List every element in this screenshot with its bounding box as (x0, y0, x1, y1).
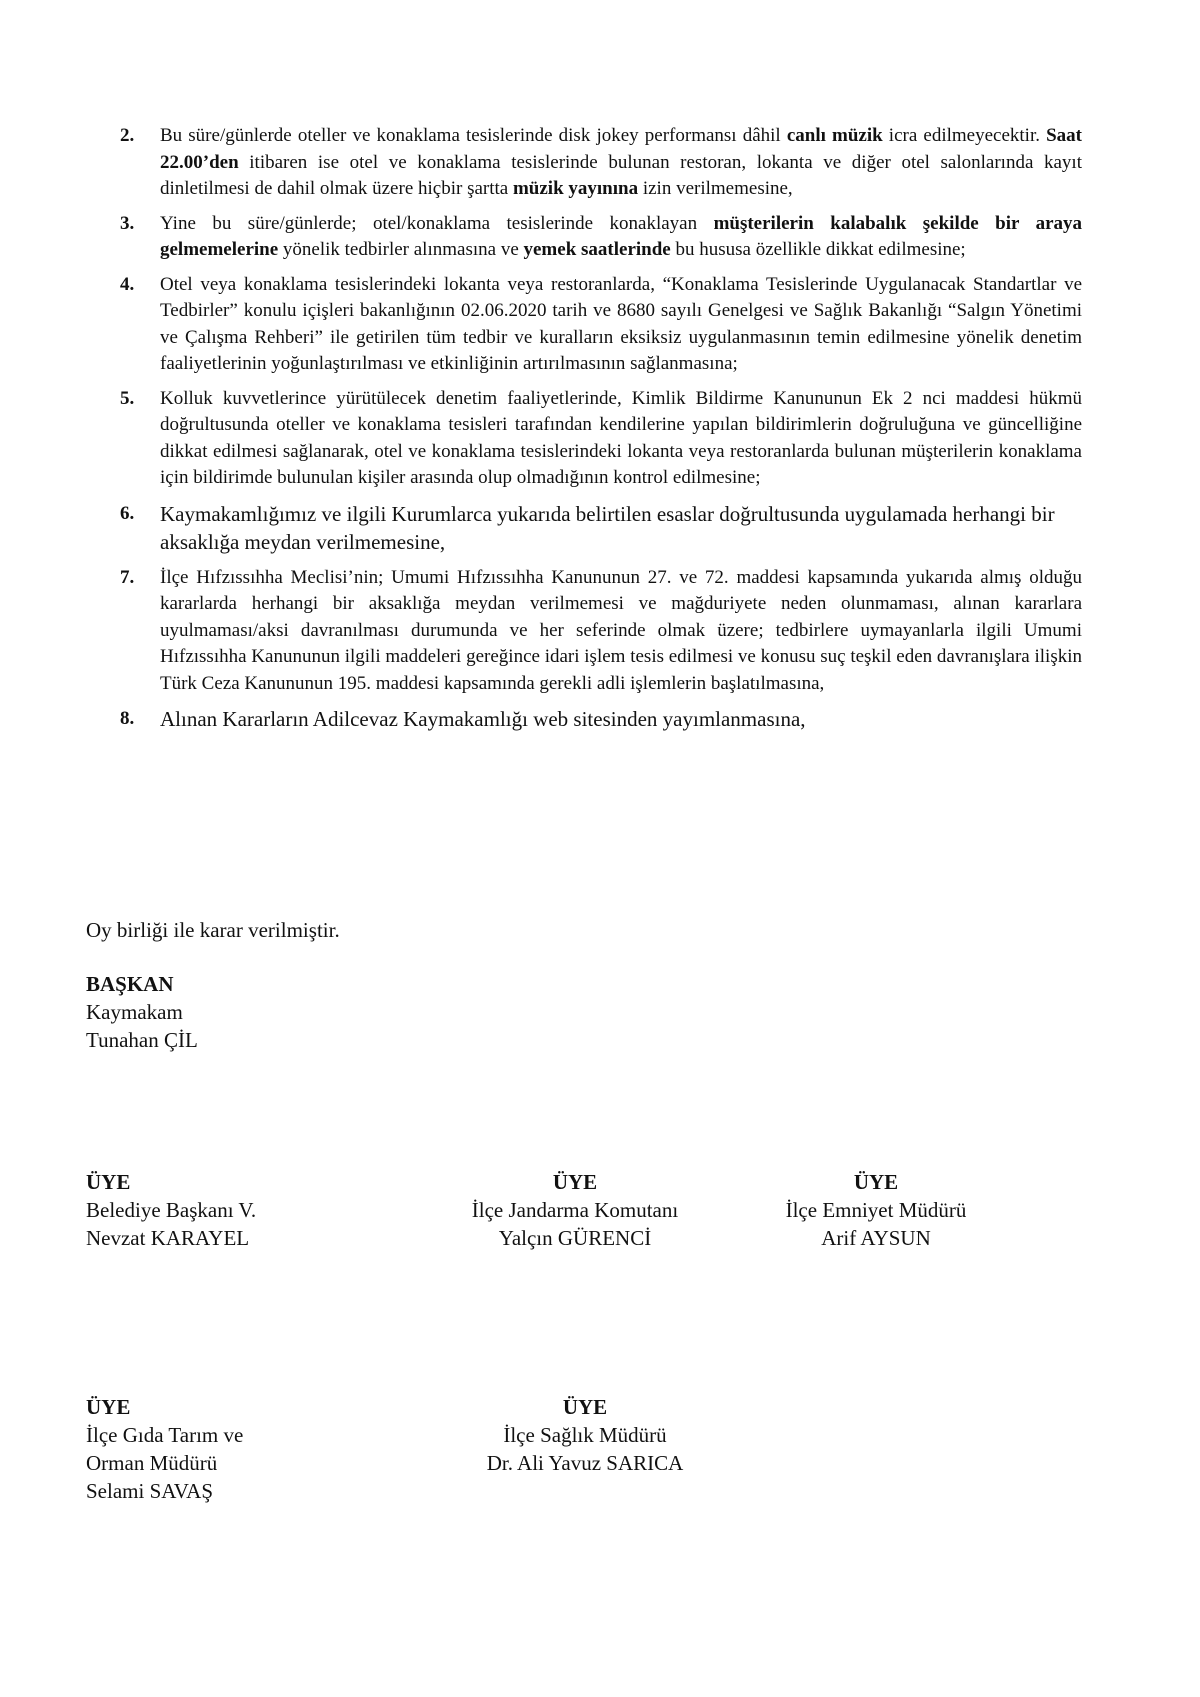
member-signature-1 (86, 1168, 256, 1252)
text-segment: icra edilmeyecektir. (882, 125, 1047, 146)
item-number: 3. (120, 212, 135, 234)
text-segment: yönelik tedbirler alınmasına ve (278, 239, 524, 260)
member-title: ÜYE (552, 1170, 598, 1194)
item-number: 5. (120, 387, 135, 409)
chair-role: Kaymakam (86, 1000, 183, 1024)
decision-item (120, 565, 1082, 698)
decision-list (120, 123, 1082, 742)
member-position: İlçe Emniyet Müdürü (785, 1198, 967, 1222)
text-segment: itibaren ise otel ve konaklama tesislerinde bulunan restoran, lokanta ve diğer otel salonlarında kayıt dinletilmesi de dahil olmak üzere hiçbir şartta (160, 151, 1082, 199)
member-position: Orman Müdürü (86, 1451, 218, 1475)
member-position: Belediye Başkanı V. (86, 1198, 257, 1222)
item-number: 2. (120, 125, 135, 146)
member-position: İlçe Jandarma Komutanı (471, 1198, 679, 1222)
closing-statement: Oy birliği ile karar verilmiştir. (86, 918, 340, 942)
member-name: Nevzat KARAYEL (86, 1226, 250, 1250)
emphasis-text: canlı müzik (786, 125, 883, 146)
text-segment: Kaymakamlığımız ve ilgili Kurumlarca yukarıda belirtilen esaslar doğrultusunda uygulamada herhangi bir aksaklığa meydan verilmemesine, (160, 501, 1055, 554)
emphasis-text: Saat 22.00’den (160, 125, 1083, 173)
item-text (160, 213, 1082, 261)
chair-signature-block (86, 970, 198, 1054)
item-number: 4. (120, 273, 135, 295)
item-number: 8. (120, 708, 135, 729)
decision-item (120, 272, 1082, 378)
text-segment: İlçe Hıfzıssıhha Meclisi’nin; Umumi Hıfzıssıhha Kanununun 27. ve 72. maddesi kapsamında yukarıda almış olduğu kararlarda herhangi bir aksaklığa meydan verilmemesi ve mağduriyete neden olunmaması, alınan kararlara uyulmaması/aksi davranılması durumunda ve her seferinde olmak üzere; tedbirlere uymayanlarla ilgili Umumi Hıfzıssıhha Kanununun ilgili maddeleri gereğince idari işlem tesis edilmesi ve konusu suç teşkil eden davranışlara ilişkin Türk Ceza Kanununun 195. maddesi kapsamında gerekli adli işlemlerin başlatılmasına, (160, 566, 1082, 694)
text-segment: izin verilmemesine, (638, 178, 793, 199)
member-signature-3 (766, 1168, 986, 1252)
text-segment: Alınan Kararların Adilcevaz Kaymakamlığı web sitesinden yayımlanmasına, (160, 707, 806, 731)
decision-item (120, 386, 1082, 492)
member-signature-4 (86, 1393, 243, 1505)
member-title: ÜYE (86, 1170, 131, 1194)
item-text (160, 388, 1082, 489)
item-text (160, 707, 806, 731)
decision-item (120, 500, 1082, 556)
member-position: İlçe Gıda Tarım ve (86, 1423, 244, 1447)
emphasis-text: yemek saatlerinde (523, 239, 671, 260)
item-number: 6. (120, 502, 135, 524)
item-number: 7. (120, 566, 135, 588)
member-title: ÜYE (86, 1395, 131, 1419)
member-signature-5 (450, 1393, 720, 1477)
item-text (160, 125, 1082, 199)
decision-item (120, 705, 1082, 733)
member-name: Arif AYSUN (821, 1226, 931, 1250)
member-title: ÜYE (853, 1170, 899, 1194)
chair-title: BAŞKAN (86, 972, 174, 996)
item-text (160, 274, 1082, 375)
text-segment: Kolluk kuvvetlerince yürütülecek denetim faaliyetlerinde, Kimlik Bildirme Kanununun Ek 2 nci maddesi hükmü doğrultusunda oteller ve konaklama tesisleri tarafından kendilerine yapılan bildirimlerin doğruluğuna ve güncelliğine dikkat edilmesi sağlanarak, otel ve konaklama tesislerindeki lokanta veya restoranlarda bulunan müşterilerin konaklama için bildirimde bulunulan kişiler arasında olup olmadığının kontrol edilmesine; (160, 387, 1082, 488)
member-name: Dr. Ali Yavuz SARICA (486, 1451, 684, 1475)
text-segment: bu hususa özellikle dikkat edilmesine; (670, 239, 966, 260)
text-segment: Otel veya konaklama tesislerindeki lokanta veya restoranlarda, “Konaklama Tesislerinde Uygulanacak Standartlar ve Tedbirler” konulu içişleri bakanlığının 02.06.2020 tarih ve 8680 sayılı Genelgesi ve Sağlık Bakanlığı “Salgın Yönetimi ve Çalışma Rehberi” ile getirilen tüm tedbir ve kuralların eksiksiz uygulanmasının temin edilmesine yönelik denetim faaliyetlerinin yoğunlaştırılması ve etkinliğinin artırılmasının sağlanmasına; (160, 273, 1082, 374)
member-position: İlçe Sağlık Müdürü (503, 1423, 667, 1447)
chair-name: Tunahan ÇİL (86, 1028, 198, 1052)
emphasis-text: müzik yayınına (512, 178, 639, 199)
decision-item (120, 123, 1082, 203)
emphasis-text: müşterilerin kalabalık şekilde bir araya gelmemelerine (160, 212, 1083, 260)
item-text (160, 502, 1055, 554)
text-segment: Bu süre/günlerde oteller ve konaklama tesislerinde disk jokey performansı dâhil (160, 125, 787, 146)
member-name: Yalçın GÜRENCİ (498, 1226, 652, 1250)
member-signature-2 (440, 1168, 710, 1252)
member-title: ÜYE (562, 1395, 608, 1419)
member-name: Selami SAVAŞ (86, 1479, 214, 1503)
item-text (160, 567, 1082, 694)
text-segment: Yine bu süre/günlerde; otel/konaklama tesislerinde konaklayan (160, 212, 714, 234)
decision-item (120, 211, 1082, 264)
